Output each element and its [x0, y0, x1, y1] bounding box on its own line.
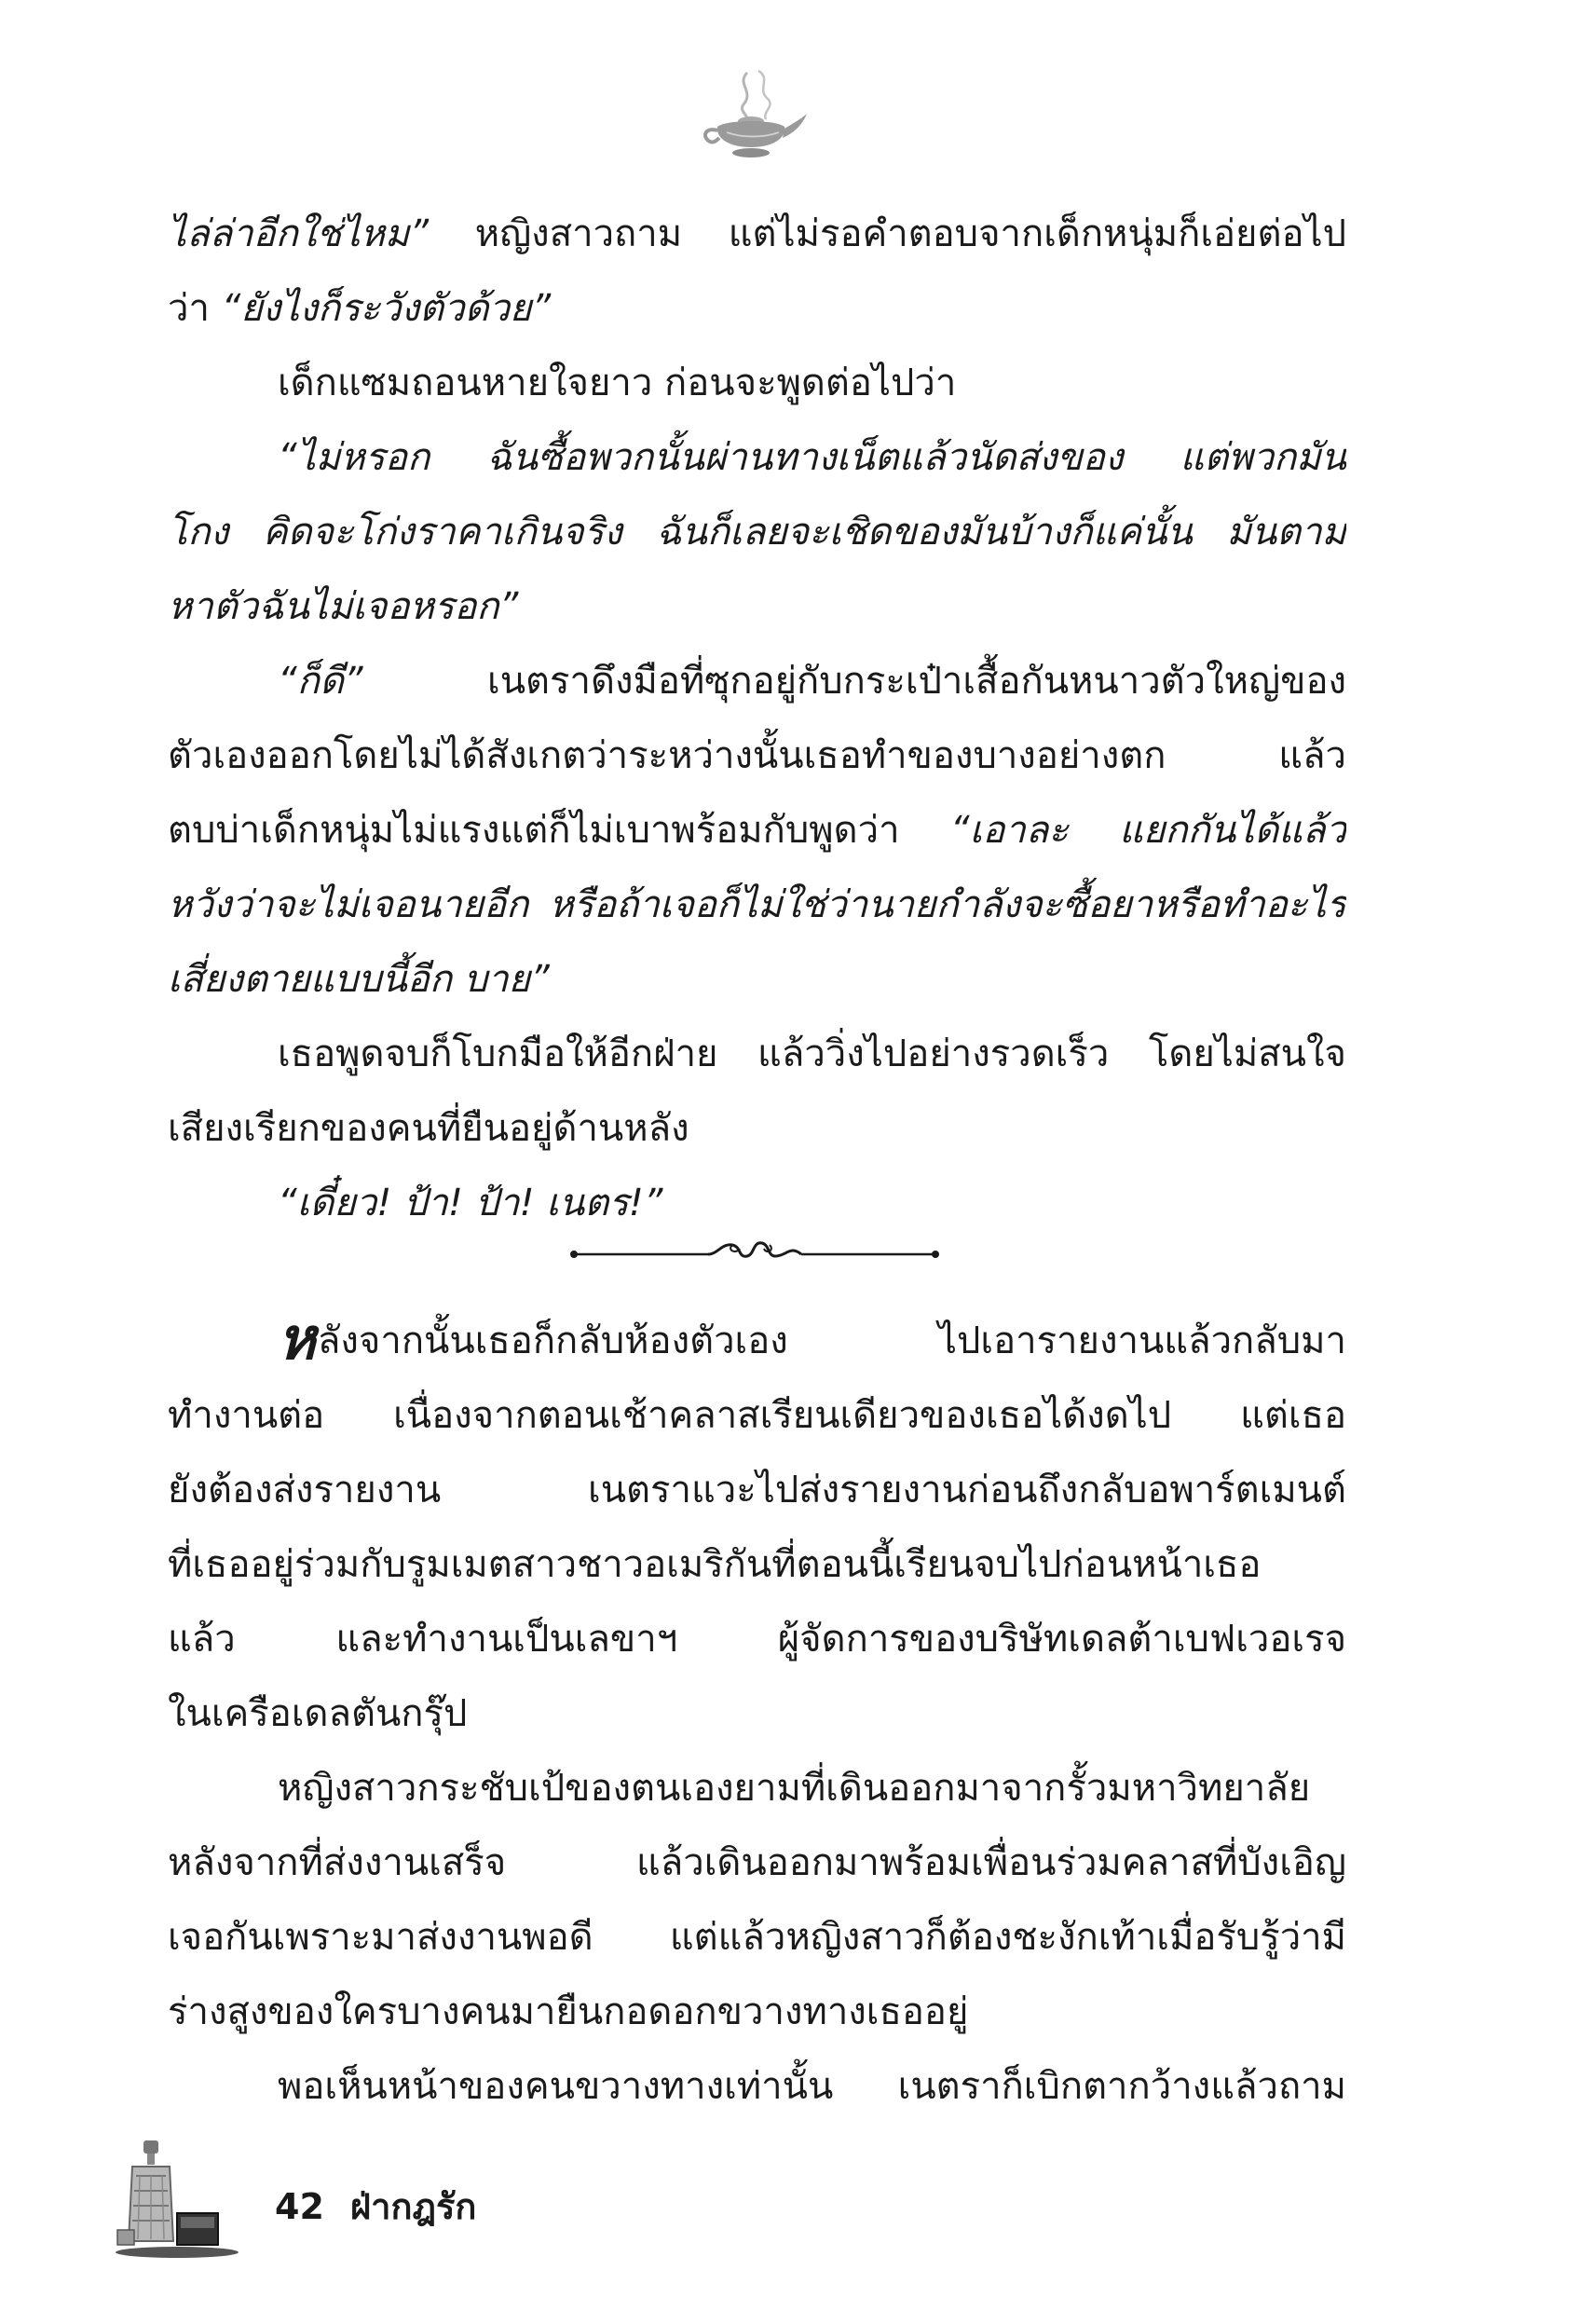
dialogue-italic: โกง คิดจะโก่งราคาเกินจริง ฉันก็เลยจะเชิดของมันบ้างก็แค่นั้น มันตาม [168, 511, 1346, 554]
narration: ลังจากนั้นเธอก็กลับห้องตัวเอง ไปเอารายงานแล้วกลับมา [317, 1320, 1346, 1362]
text-line-23 [168, 1901, 1346, 1974]
dialogue-italic: “ก็ดี” [278, 660, 363, 703]
text-line-24 [168, 1976, 1346, 2048]
dialogue-italic: เสี่ยงตายแบบนี้อีก บาย” [168, 958, 550, 1001]
ornamental-divider-icon [568, 1230, 941, 1267]
dialogue-italic: “เดี๋ยว! ป้า! ป้า! เนตร!” [278, 1182, 663, 1224]
text-line-6 [168, 570, 1346, 643]
text-line-18 [168, 1528, 1346, 1601]
text-line-1 [168, 198, 1346, 270]
dialogue-italic: “ไม่หรอก ฉันซื้อพวกนั้นผ่านทางเน็ตแล้วนัดส่งของ แต่พวกมัน [278, 436, 1346, 479]
text-line-15 [168, 1305, 1346, 1377]
narration: เจอกันเพราะมาส่งงานพอดี แต่แล้วหญิงสาวก็ต้องชะงักเท้าเมื่อรับรู้ว่ามี [168, 1916, 1346, 1959]
narration: แล้ว และทำงานเป็นเลขาฯ ผู้จัดการของบริษัทเดลต้าเบฟเวอเรจ [168, 1618, 1346, 1661]
text-line-11 [168, 943, 1346, 1016]
narration: หลังจากที่ส่งงานเสร็จ แล้วเดินออกมาพร้อมเพื่อนร่วมคลาสที่บังเอิญ [168, 1841, 1346, 1884]
drop-cap: ห [278, 1305, 316, 1373]
narration: ทำงานต่อ เนื่องจากตอนเช้าคลาสเรียนเดียวของเธอได้งดไป แต่เธอ [168, 1394, 1346, 1437]
text-line-8 [168, 719, 1346, 792]
narration: เสียงเรียกของคนที่ยืนอยู่ด้านหลัง [168, 1107, 689, 1150]
narration: ตัวเองออกโดยไม่ได้สังเกตว่าระหว่างนั้นเธอทำของบางอย่างตก แล้ว [168, 734, 1346, 777]
text-line-22 [168, 1826, 1346, 1899]
text-line-4 [168, 421, 1346, 494]
text-line-3 [168, 347, 1346, 419]
narration: พอเห็นหน้าของคนขวางทางเท่านั้น เนตราก็เบิกตากว้างแล้วถาม [278, 2065, 1346, 2108]
text-line-17 [168, 1454, 1346, 1526]
dialogue-italic: ไล่ล่าอีกใช่ไหม” [168, 212, 430, 255]
text-line-12 [168, 1018, 1346, 1090]
narration: หญิงสาวกระชับเป้ของตนเองยามที่เดินออกมาจากรั้วมหาวิทยาลัย [278, 1767, 1311, 1810]
dialogue-italic: หาตัวฉันไม่เจอหรอก” [168, 585, 519, 628]
book-title: ฝ่ากฎรัก [349, 2186, 477, 2227]
text-line-14 [168, 1167, 1346, 1239]
narration: ในเครือเดลตันกรุ๊ป [168, 1692, 468, 1735]
narration: ยังต้องส่งรายงาน เนตราแวะไปส่งรายงานก่อนถึงกลับอพาร์ตเมนต์ [168, 1469, 1346, 1511]
narration: ตบบ่าเด็กหนุ่มไม่แรงแต่ก็ไม่เบาพร้อมกับพูดว่า [168, 809, 950, 852]
text-line-5 [168, 496, 1346, 568]
text-line-2 [168, 272, 1346, 345]
text-line-19 [168, 1603, 1346, 1675]
text-line-21 [168, 1752, 1346, 1825]
text-line-25 [168, 2050, 1346, 2123]
page-number: 42 [275, 2186, 324, 2227]
dialogue-italic: “เอาละ แยกกันได้แล้ว [949, 809, 1346, 852]
genie-lamp-icon [689, 65, 811, 168]
narration: ว่า [168, 287, 222, 330]
narration: เนตราดึงมือที่ซุกอยู่กับกระเป๋าเสื้อกันหนาวตัวใหญ่ของ [362, 660, 1346, 703]
narration: เด็กแซมถอนหายใจยาว ก่อนจะพูดต่อไปว่า [278, 362, 957, 404]
dialogue-italic: “ยังไงก็ระวังตัวด้วย” [221, 287, 552, 330]
text-line-16 [168, 1379, 1346, 1452]
text-line-9 [168, 794, 1346, 867]
text-line-13 [168, 1092, 1346, 1165]
whisky-decanter-icon [112, 2139, 252, 2260]
narration: หญิงสาวถาม แต่ไม่รอคำตอบจากเด็กหนุ่มก็เอ่ยต่อไป [429, 212, 1346, 255]
narration: เธอพูดจบก็โบกมือให้อีกฝ่าย แล้ววิ่งไปอย่างรวดเร็ว โดยไม่สนใจ [278, 1032, 1346, 1075]
dialogue-italic: หวังว่าจะไม่เจอนายอีก หรือถ้าเจอก็ไม่ใช่ว่านายกำลังจะซื้อยาหรือทำอะไร [168, 883, 1346, 926]
text-line-10 [168, 868, 1346, 941]
narration: ที่เธออยู่ร่วมกับรูมเมตสาวชาวอเมริกันที่ตอนนี้เรียนจบไปก่อนหน้าเธอ [168, 1543, 1262, 1586]
text-line-7 [168, 645, 1346, 718]
narration: ร่างสูงของใครบางคนมายืนกอดอกขวางทางเธออยู่ [168, 1990, 969, 2033]
text-line-20 [168, 1677, 1346, 1750]
page-footer [275, 2179, 476, 2235]
